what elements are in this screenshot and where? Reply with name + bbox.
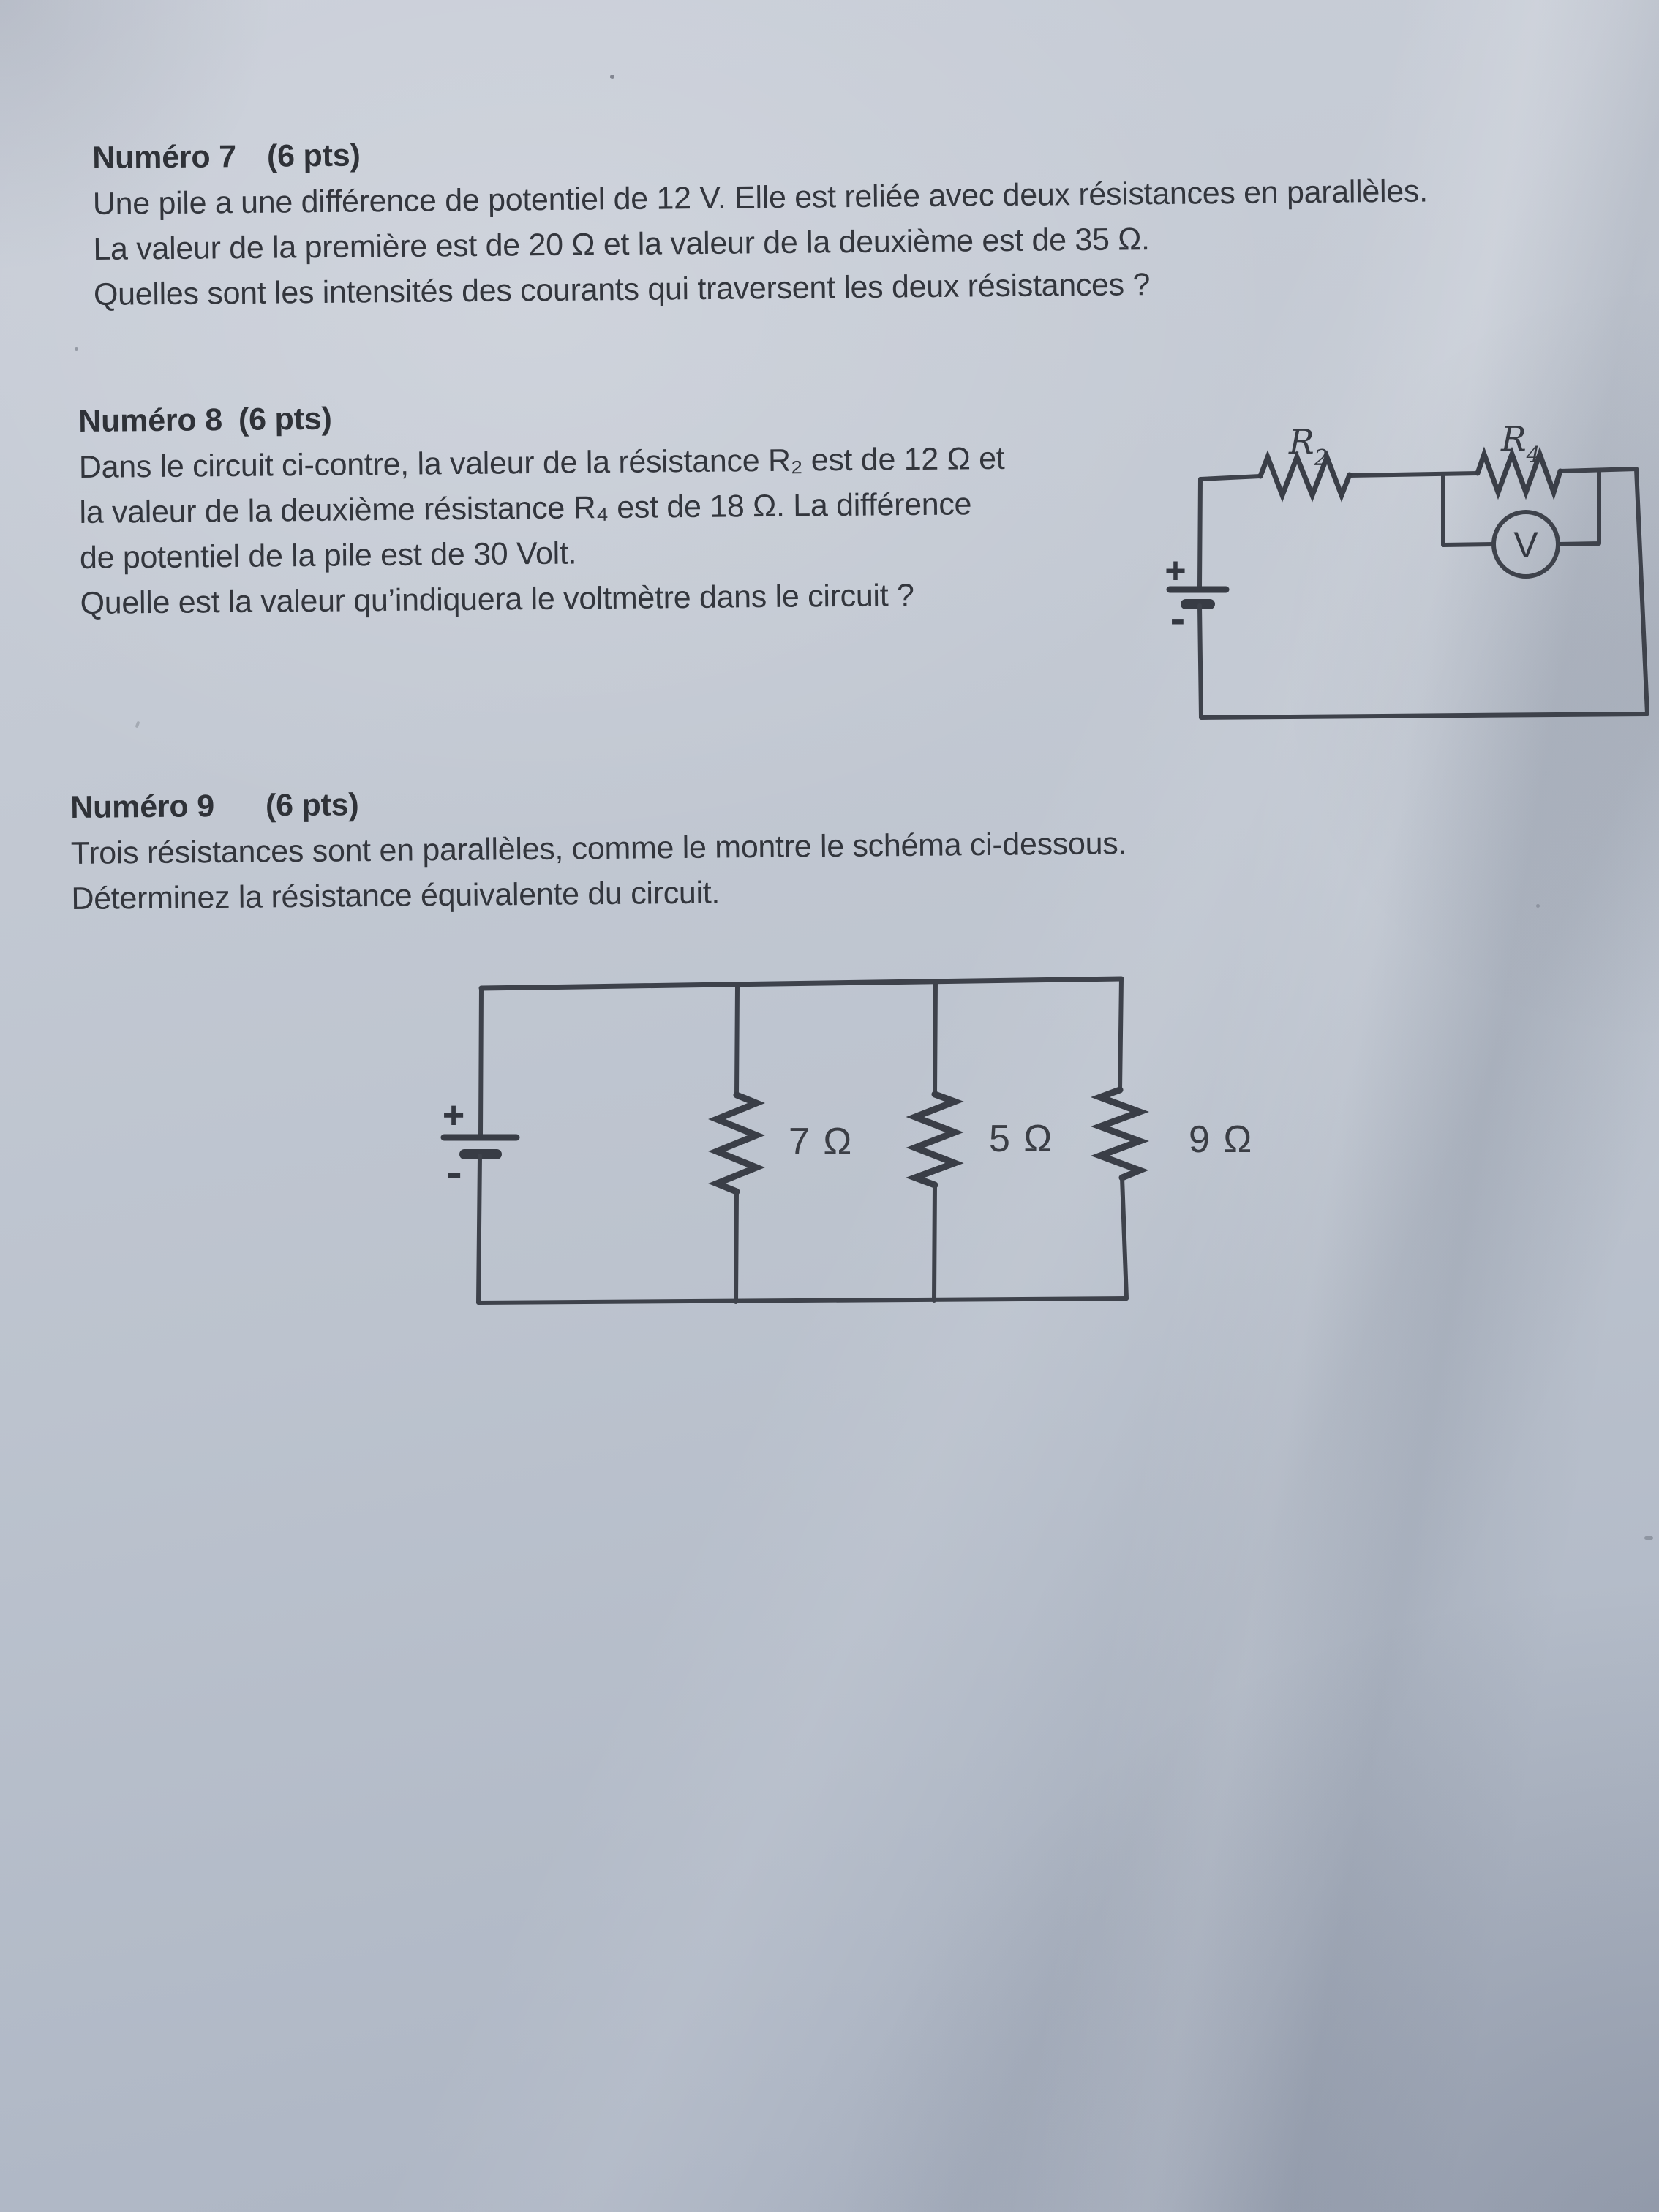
question-points: (6 pts): [265, 787, 359, 824]
battery-icon: [1165, 550, 1226, 644]
paper-speck: [1536, 904, 1540, 908]
wire: [1636, 469, 1647, 714]
question-line: Déterminez la résistance équivalente du circuit.: [71, 875, 721, 917]
question-line: Quelles sont les intensités des courants qui traversent les deux résistances ?: [93, 267, 1151, 312]
question-points: (6 pts): [238, 401, 332, 437]
question-line: Dans le circuit ci-contre, la valeur de la résistance R₂ est de 12 Ω et: [78, 440, 1005, 485]
battery-minus-sign: -: [1170, 593, 1186, 644]
resistor-r2-base: R: [1289, 422, 1314, 462]
resistor-9ohm-zigzag: [1100, 1090, 1140, 1178]
wire: [1350, 473, 1478, 475]
resistor-r4-base: R: [1501, 419, 1527, 459]
paper-speck: [1644, 1536, 1653, 1540]
wire: [1443, 474, 1494, 545]
voltmeter-label: V: [1513, 524, 1538, 565]
question-points: (6 pts): [266, 138, 361, 174]
battery-minus-sign: -: [446, 1146, 462, 1198]
battery-plus-sign: +: [1165, 550, 1186, 591]
resistor-5ohm-zigzag: [915, 1094, 955, 1185]
wire: [478, 1156, 1126, 1303]
question-number: Numéro 9: [70, 789, 215, 825]
resistor-7ohm-zigzag: [717, 1095, 756, 1192]
wire: [481, 979, 1121, 988]
wire: [736, 1192, 737, 1302]
battery-plus-sign: +: [442, 1094, 465, 1137]
question-line: de potentiel de la pile est de 30 Volt.: [79, 535, 577, 576]
wire: [934, 1185, 935, 1301]
question-line: La valeur de la première est de 20 Ω et la valeur de la deuxième est de 35 Ω.: [93, 222, 1150, 267]
wire: [935, 982, 936, 1094]
resistor-r4-subscript: 4: [1526, 443, 1540, 468]
question-line: Une pile a une différence de potentiel de 12 V. Elle est reliée avec deux résistances en parallèles.: [92, 173, 1428, 222]
resistor-r4-zigzag: [1478, 454, 1560, 492]
wire: [1558, 470, 1599, 544]
wire: [1200, 606, 1647, 718]
question-line: la valeur de la deuxième résistance R₄ est de 18 Ω. La différence: [79, 486, 972, 530]
question-line: Trois résistances sont en parallèles, comme le montre le schéma ci-dessous.: [70, 826, 1127, 871]
circuit9-diagram: [443, 979, 1253, 1303]
question-number: Numéro 8: [78, 402, 223, 439]
resistor-r2-subscript: 2: [1314, 445, 1328, 471]
resistor-r4-label: [1500, 419, 1540, 468]
wire: [1120, 979, 1121, 1090]
circuit8-diagram: [1165, 419, 1647, 718]
wire: [1122, 1178, 1126, 1298]
question-line: Quelle est la valeur qu’indiquera le voltmètre dans le circuit ?: [80, 578, 914, 621]
paper-speck: [610, 75, 614, 79]
paper-speck: [75, 347, 78, 351]
resistor-7ohm-label: 7 Ω: [789, 1121, 854, 1163]
question-number: Numéro 7: [92, 139, 237, 176]
resistor-5ohm-label: 5 Ω: [989, 1118, 1054, 1160]
wire: [1200, 476, 1260, 479]
resistor-9ohm-label: 9 Ω: [1189, 1118, 1254, 1161]
resistor-r2-zigzag: [1260, 457, 1350, 495]
